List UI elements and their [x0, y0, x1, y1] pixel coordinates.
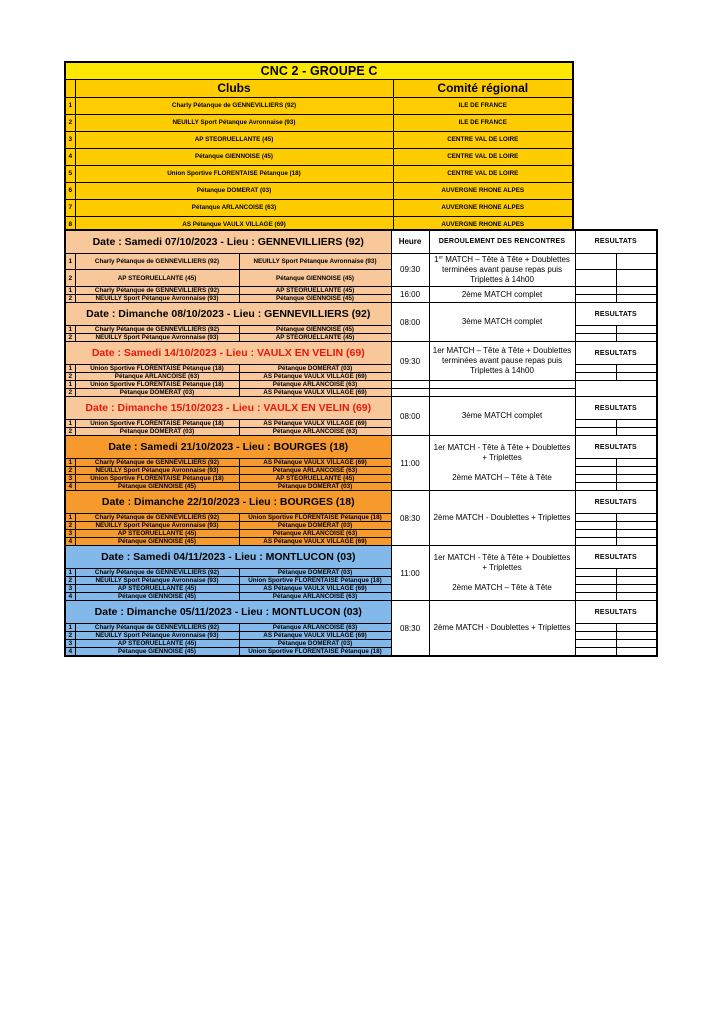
match-team-home: Union Sportive FLORENTAISE Pétanque (18): [75, 420, 239, 428]
match-team-home: Charly Pétanque de GENNEVILLIERS (92): [75, 569, 239, 577]
match-index: 2: [65, 295, 75, 303]
club-comite: AUVERGNE RHONE ALPES: [393, 216, 573, 233]
slot-description: 1er MATCH - Tête à Tête + Doublettes + Triplettes 2ème MATCH – Tête à Tête: [429, 436, 575, 491]
result-cell-away[interactable]: [616, 632, 657, 640]
match-team-away: Pétanque ARLANCOISE (63): [239, 624, 391, 632]
slot-time: 11:00: [391, 436, 429, 491]
resultats-header: RESULTATS: [575, 397, 657, 420]
club-index: 3: [65, 131, 75, 148]
match-index: 2: [65, 373, 75, 381]
match-index: 4: [65, 593, 75, 601]
section-header-row: [65, 491, 657, 514]
match-index: 4: [65, 648, 75, 657]
slot-time: 11:00: [391, 546, 429, 601]
match-row: [65, 389, 657, 397]
resultats-header: RESULTATS: [575, 601, 657, 624]
slot-description: 2ème MATCH - Doublettes + Triplettes: [429, 491, 575, 546]
resultats-header: RESULTATS: [575, 230, 657, 253]
match-index: 2: [65, 389, 75, 397]
result-cell-home[interactable]: [575, 483, 616, 491]
match-team-home: NEUILLY Sport Pétanque Avronnaise (93): [75, 577, 239, 585]
result-cell-home[interactable]: [575, 475, 616, 483]
club-comite: CENTRE VAL DE LOIRE: [393, 131, 573, 148]
match-index: 1: [65, 514, 75, 522]
slot-description: 1er MATCH - Tête à Tête + Doublettes + Triplettes 2ème MATCH – Tête à Tête: [429, 546, 575, 601]
match-team-away: Pétanque GIENNOISE (45): [239, 270, 391, 287]
club-row: [65, 131, 573, 148]
clubs-header-row: [65, 79, 573, 97]
slot-description: 1er MATCH – Tête à Tête + Doublettes terminées avant pause repas puis Triplettes à 14h00: [429, 253, 575, 287]
match-index: 3: [65, 530, 75, 538]
result-cell-home[interactable]: [575, 632, 616, 640]
match-team-away: AS Pétanque VAULX VILLAGE (69): [239, 389, 391, 397]
slot-time: 08:00: [391, 303, 429, 342]
result-cell-away[interactable]: [616, 270, 657, 287]
match-index: 3: [65, 475, 75, 483]
clubs-table-container: [64, 61, 572, 234]
match-team-home: AP STEORUELLANTE (45): [75, 270, 239, 287]
result-cell-home[interactable]: [575, 577, 616, 585]
match-index: 2: [65, 522, 75, 530]
result-cell-away[interactable]: [429, 381, 575, 389]
resultats-header: RESULTATS: [575, 436, 657, 459]
match-index: 1: [65, 381, 75, 389]
match-team-home: Pétanque GIENNOISE (45): [75, 593, 239, 601]
result-cell-home[interactable]: [575, 373, 616, 381]
match-index: 1: [65, 326, 75, 334]
result-cell-away[interactable]: [616, 365, 657, 373]
match-team-home: Charly Pétanque de GENNEVILLIERS (92): [75, 253, 239, 270]
slot-time: 08:30: [391, 601, 429, 657]
result-cell-home[interactable]: [391, 389, 429, 397]
match-team-home: Pétanque DOMERAT (03): [75, 428, 239, 436]
match-team-away: AS Pétanque VAULX VILLAGE (69): [239, 420, 391, 428]
result-cell-away[interactable]: [616, 459, 657, 467]
club-comite: CENTRE VAL DE LOIRE: [393, 148, 573, 165]
result-cell-home[interactable]: [575, 253, 616, 270]
match-team-away: Union Sportive FLORENTAISE Pétanque (18): [239, 514, 391, 522]
match-team-away: Pétanque GIENNOISE (45): [239, 326, 391, 334]
result-cell-home[interactable]: [575, 326, 616, 334]
match-team-home: AP STEORUELLANTE (45): [75, 640, 239, 648]
match-index: 2: [65, 428, 75, 436]
club-name: AP STEORUELLANTE (45): [75, 131, 393, 148]
section-date-label: Date : Samedi 07/10/2023 - Lieu : GENNEVILLIERS (92): [65, 230, 391, 253]
match-team-away: Pétanque ARLANCOISE (63): [239, 428, 391, 436]
club-comite: ILE DE FRANCE: [393, 114, 573, 131]
result-cell-away[interactable]: [616, 483, 657, 491]
result-cell-home[interactable]: [575, 420, 616, 428]
club-name: Union Sportive FLORENTAISE Pétanque (18): [75, 165, 393, 182]
match-index: 1: [65, 365, 75, 373]
deroulement-column-header: DEROULEMENT DES RENCONTRES: [429, 230, 575, 253]
result-cell-home[interactable]: [575, 514, 616, 522]
match-index: 1: [65, 287, 75, 295]
match-index: 1: [65, 624, 75, 632]
match-team-away: AP STEORUELLANTE (45): [239, 287, 391, 295]
result-cell-away[interactable]: [616, 428, 657, 436]
result-cell-away[interactable]: [616, 475, 657, 483]
slot-description: 3ème MATCH complet: [429, 397, 575, 436]
match-team-home: Pétanque DOMERAT (03): [75, 389, 239, 397]
match-index: 2: [65, 632, 75, 640]
heure-column-header: Heure: [391, 230, 429, 253]
club-name: NEUILLY Sport Pétanque Avronnaise (93): [75, 114, 393, 131]
section-header-row: [65, 303, 657, 326]
result-cell-home[interactable]: [575, 530, 616, 538]
slot-description: 1er MATCH – Tête à Tête + Doublettes terminées avant pause repas puis Triplettes à 14h00: [429, 342, 575, 381]
match-team-home: Charly Pétanque de GENNEVILLIERS (92): [75, 514, 239, 522]
match-index: 3: [65, 585, 75, 593]
club-comite: CENTRE VAL DE LOIRE: [393, 165, 573, 182]
match-team-away: AS Pétanque VAULX VILLAGE (69): [239, 585, 391, 593]
result-cell-away[interactable]: [616, 569, 657, 577]
match-team-away: Pétanque DOMERAT (03): [239, 569, 391, 577]
section-date-label: Date : Dimanche 22/10/2023 - Lieu : BOURGES (18): [65, 491, 391, 514]
result-cell-away[interactable]: [616, 334, 657, 342]
result-cell-home[interactable]: [575, 522, 616, 530]
match-row: [65, 287, 657, 295]
match-team-away: Union Sportive FLORENTAISE Pétanque (18): [239, 648, 391, 657]
result-cell-away[interactable]: [616, 253, 657, 270]
match-team-home: Charly Pétanque de GENNEVILLIERS (92): [75, 326, 239, 334]
result-cell-home[interactable]: [575, 270, 616, 287]
club-comite: AUVERGNE RHONE ALPES: [393, 182, 573, 199]
match-team-away: Pétanque GIENNOISE (45): [239, 295, 391, 303]
match-team-home: Charly Pétanque de GENNEVILLIERS (92): [75, 459, 239, 467]
result-cell-away[interactable]: [616, 287, 657, 295]
slot-description: 2ème MATCH - Doublettes + Triplettes: [429, 601, 575, 657]
match-index: 1: [65, 459, 75, 467]
section-header-row: [65, 436, 657, 459]
result-cell-home[interactable]: [575, 538, 616, 546]
result-cell-home[interactable]: [575, 569, 616, 577]
match-row: [65, 253, 657, 270]
slot-time: 08:00: [391, 397, 429, 436]
resultats-header: RESULTATS: [575, 342, 657, 365]
match-team-home: Union Sportive FLORENTAISE Pétanque (18): [75, 365, 239, 373]
match-team-away: Union Sportive FLORENTAISE Pétanque (18): [239, 577, 391, 585]
section-date-label: Date : Dimanche 05/11/2023 - Lieu : MONTLUCON (03): [65, 601, 391, 624]
section-date-label: Date : Samedi 04/11/2023 - Lieu : MONTLUCON (03): [65, 546, 391, 569]
result-cell-away[interactable]: [616, 467, 657, 475]
result-cell-away[interactable]: [616, 577, 657, 585]
result-cell-home[interactable]: [575, 648, 616, 657]
match-team-home: Pétanque GIENNOISE (45): [75, 648, 239, 657]
comite-column-header: Comité régional: [393, 79, 573, 97]
match-team-home: Pétanque ARLANCOISE (63): [75, 373, 239, 381]
match-team-away: NEUILLY Sport Pétanque Avronnaise (93): [239, 253, 391, 270]
section-date-label: Date : Samedi 21/10/2023 - Lieu : BOURGES (18): [65, 436, 391, 459]
match-team-home: AP STEORUELLANTE (45): [75, 530, 239, 538]
schedule-table-container: [64, 229, 656, 657]
result-cell-away[interactable]: [616, 624, 657, 632]
club-name: Charly Pétanque de GENNEVILLIERS (92): [75, 97, 393, 114]
match-index: 4: [65, 538, 75, 546]
match-team-away: AP STEORUELLANTE (45): [239, 475, 391, 483]
match-team-away: Pétanque DOMERAT (03): [239, 365, 391, 373]
club-name: AS Pétanque VAULX VILLAGE (69): [75, 216, 393, 233]
result-cell-home[interactable]: [575, 585, 616, 593]
resultats-header: RESULTATS: [575, 303, 657, 326]
match-index: 1: [65, 569, 75, 577]
match-index: 1: [65, 253, 75, 270]
match-team-away: Pétanque ARLANCOISE (63): [239, 530, 391, 538]
club-row: [65, 97, 573, 114]
result-cell-away[interactable]: [616, 648, 657, 657]
club-name: Pétanque GIENNOISE (45): [75, 148, 393, 165]
slot-time: 09:30: [391, 253, 429, 287]
match-index: 4: [65, 483, 75, 491]
result-cell-away[interactable]: [616, 514, 657, 522]
match-team-away: Pétanque ARLANCOISE (63): [239, 467, 391, 475]
section-header-row: [65, 230, 657, 253]
match-team-away: AP STEORUELLANTE (45): [239, 334, 391, 342]
result-cell-away[interactable]: [616, 538, 657, 546]
clubs-column-header: Clubs: [75, 79, 393, 97]
match-team-home: Union Sportive FLORENTAISE Pétanque (18): [75, 381, 239, 389]
club-index: 2: [65, 114, 75, 131]
section-header-row: [65, 397, 657, 420]
schedule-table: [64, 229, 658, 657]
match-team-home: NEUILLY Sport Pétanque Avronnaise (93): [75, 632, 239, 640]
result-cell-home[interactable]: [391, 381, 429, 389]
result-cell-away[interactable]: [429, 389, 575, 397]
result-cell-away[interactable]: [616, 373, 657, 381]
match-row: [65, 381, 657, 389]
result-cell-home[interactable]: [575, 459, 616, 467]
clubs-table-body: [65, 62, 573, 233]
club-name: Pétanque ARLANCOISE (63): [75, 199, 393, 216]
club-row: [65, 114, 573, 131]
section-date-label: Date : Samedi 14/10/2023 - Lieu : VAULX EN VELIN (69): [65, 342, 391, 365]
section-header-row: [65, 546, 657, 569]
match-team-away: Pétanque DOMERAT (03): [239, 640, 391, 648]
result-cell-home[interactable]: [575, 334, 616, 342]
club-row: [65, 165, 573, 182]
club-index: 7: [65, 199, 75, 216]
match-index: 2: [65, 577, 75, 585]
match-index: 3: [65, 640, 75, 648]
match-team-home: NEUILLY Sport Pétanque Avronnaise (93): [75, 522, 239, 530]
result-cell-home[interactable]: [575, 624, 616, 632]
club-index: 4: [65, 148, 75, 165]
match-team-away: AS Pétanque VAULX VILLAGE (69): [239, 459, 391, 467]
match-team-away: AS Pétanque VAULX VILLAGE (69): [239, 632, 391, 640]
result-cell-away[interactable]: [616, 420, 657, 428]
match-index: 1: [65, 420, 75, 428]
section-header-row: [65, 342, 657, 365]
match-index: 2: [65, 467, 75, 475]
result-cell-away[interactable]: [616, 640, 657, 648]
slot-description: 3ème MATCH complet: [429, 303, 575, 342]
resultats-header: RESULTATS: [575, 546, 657, 569]
club-index: 6: [65, 182, 75, 199]
club-name: Pétanque DOMERAT (03): [75, 182, 393, 199]
result-cell-away[interactable]: [616, 295, 657, 303]
result-cell-home[interactable]: [575, 428, 616, 436]
result-cell-home[interactable]: [575, 593, 616, 601]
result-cell-away[interactable]: [616, 326, 657, 334]
result-cell-home[interactable]: [575, 640, 616, 648]
club-comite: AUVERGNE RHONE ALPES: [393, 199, 573, 216]
slot-time: 09:30: [391, 342, 429, 381]
slot-description: 2ème MATCH complet: [429, 287, 575, 303]
match-team-home: NEUILLY Sport Pétanque Avronnaise (93): [75, 334, 239, 342]
match-team-away: Pétanque DOMERAT (03): [239, 522, 391, 530]
match-team-away: Pétanque ARLANCOISE (63): [239, 593, 391, 601]
club-row: [65, 182, 573, 199]
match-team-away: Pétanque DOMERAT (03): [239, 483, 391, 491]
match-team-home: Pétanque GIENNOISE (45): [75, 538, 239, 546]
club-comite: ILE DE FRANCE: [393, 97, 573, 114]
match-team-away: AS Pétanque VAULX VILLAGE (69): [239, 373, 391, 381]
clubs-table: [64, 61, 574, 234]
club-index: 5: [65, 165, 75, 182]
section-header-row: [65, 601, 657, 624]
match-team-home: NEUILLY Sport Pétanque Avronnaise (93): [75, 467, 239, 475]
match-team-home: Charly Pétanque de GENNEVILLIERS (92): [75, 287, 239, 295]
result-cell-away[interactable]: [616, 593, 657, 601]
result-cell-away[interactable]: [616, 585, 657, 593]
match-team-home: NEUILLY Sport Pétanque Avronnaise (93): [75, 295, 239, 303]
clubs-title-row: [65, 62, 573, 79]
result-cell-home[interactable]: [575, 365, 616, 373]
match-index: 2: [65, 270, 75, 287]
match-index: 2: [65, 334, 75, 342]
club-index: 1: [65, 97, 75, 114]
club-index: 8: [65, 216, 75, 233]
result-cell-away[interactable]: [616, 530, 657, 538]
match-team-home: Pétanque GIENNOISE (45): [75, 483, 239, 491]
match-team-away: AS Pétanque VAULX VILLAGE (69): [239, 538, 391, 546]
match-team-away: Pétanque ARLANCOISE (63): [239, 381, 391, 389]
club-row: [65, 148, 573, 165]
schedule-table-body: [65, 230, 657, 656]
document-title: CNC 2 - GROUPE C: [65, 62, 573, 79]
result-cell-home[interactable]: [575, 287, 616, 295]
slot-time: 08:30: [391, 491, 429, 546]
result-cell-home[interactable]: [575, 295, 616, 303]
club-row: [65, 199, 573, 216]
match-team-home: Union Sportive FLORENTAISE Pétanque (18): [75, 475, 239, 483]
resultats-header: RESULTATS: [575, 491, 657, 514]
slot-time: 16:00: [391, 287, 429, 303]
match-team-home: AP STEORUELLANTE (45): [75, 585, 239, 593]
result-cell-home[interactable]: [575, 467, 616, 475]
section-date-label: Date : Dimanche 15/10/2023 - Lieu : VAULX EN VELIN (69): [65, 397, 391, 420]
section-date-label: Date : Dimanche 08/10/2023 - Lieu : GENNEVILLIERS (92): [65, 303, 391, 326]
result-cell-away[interactable]: [616, 522, 657, 530]
match-team-home: Charly Pétanque de GENNEVILLIERS (92): [75, 624, 239, 632]
clubs-index-header: [65, 79, 75, 97]
